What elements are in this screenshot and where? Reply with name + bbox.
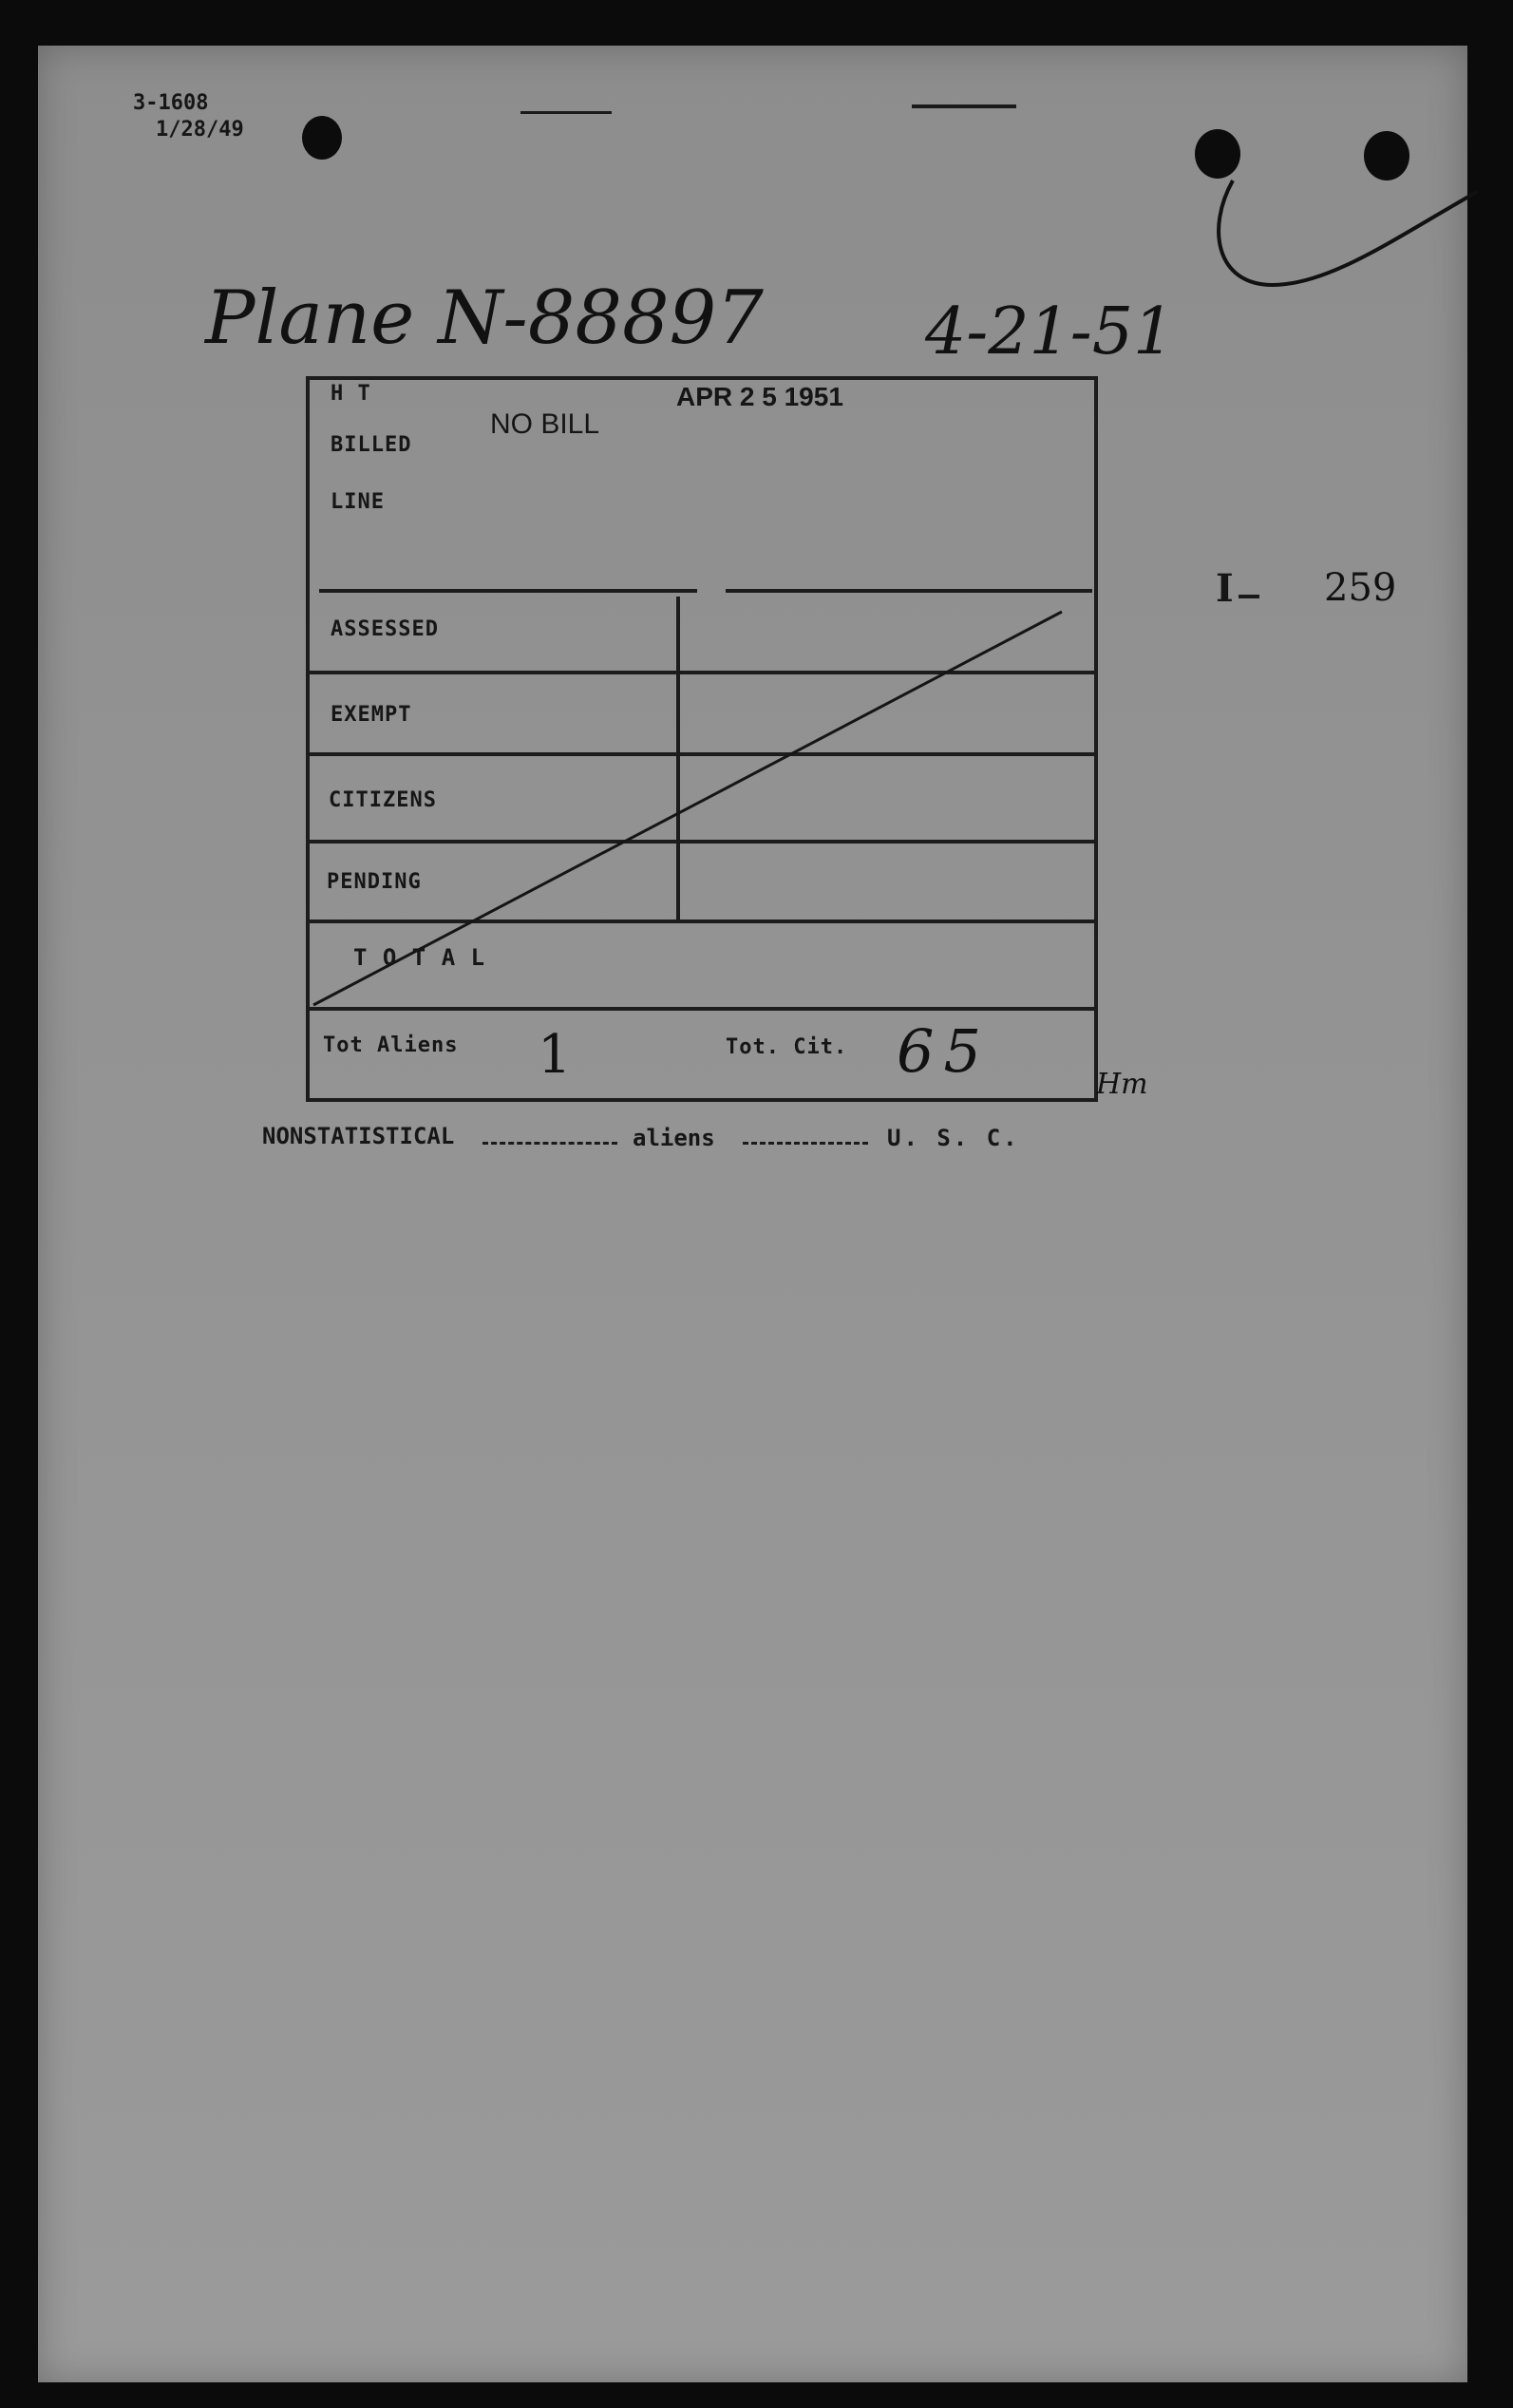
corner-code-line2: 1/28/49 xyxy=(156,118,244,142)
label-tot-cit: Tot. Cit. xyxy=(726,1035,848,1059)
value-tot-cit: 65 xyxy=(897,1016,991,1086)
label-total: T O T A L xyxy=(353,944,486,971)
label-billed: BILLED xyxy=(331,433,412,457)
corner-code-line1: 3-1608 xyxy=(133,91,209,115)
label-exempt: EXEMPT xyxy=(331,703,412,727)
label-tot-aliens: Tot Aliens xyxy=(323,1033,459,1057)
aliens-label: aliens xyxy=(633,1125,715,1151)
handwritten-curve xyxy=(1206,161,1482,304)
value-tot-aliens: 1 xyxy=(538,1024,572,1086)
aliens-blank xyxy=(743,1142,868,1145)
label-assessed: ASSESSED xyxy=(331,617,439,641)
rule-top-left xyxy=(319,589,697,593)
rule-top-right xyxy=(726,589,1092,593)
nonstatistical-label: NONSTATISTICAL xyxy=(262,1123,455,1149)
punch-hole-left xyxy=(302,116,342,160)
label-pending: PENDING xyxy=(327,870,422,894)
side-prefix-dash xyxy=(1239,595,1259,598)
label-citizens: CITIZENS xyxy=(329,788,437,812)
side-number: 259 xyxy=(1324,566,1397,610)
stamp-date: APR 2 5 1951 xyxy=(676,382,843,411)
diagonal-strike-line xyxy=(304,598,1083,1016)
nonstatistical-blank xyxy=(482,1142,617,1145)
label-line: LINE xyxy=(331,490,385,514)
initials: Hm xyxy=(1096,1068,1148,1101)
plane-label: Plane N-88897 xyxy=(205,275,764,361)
top-dash-mark xyxy=(520,111,612,114)
top-bracket-mark xyxy=(912,104,1016,108)
usc-label: U. S. C. xyxy=(887,1125,1020,1151)
date-handwritten: 4-21-51 xyxy=(925,294,1175,370)
label-ht: H T xyxy=(331,382,371,406)
side-prefix: I xyxy=(1216,566,1234,611)
stamp-no-bill: NO BILL xyxy=(490,408,600,440)
